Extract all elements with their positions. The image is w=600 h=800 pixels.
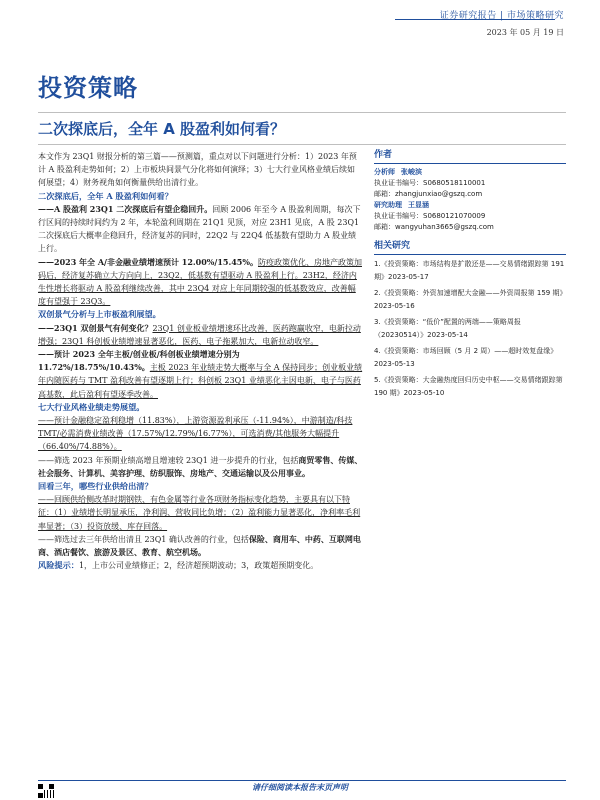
main-content	[38, 150, 363, 573]
author-email[interactable]	[374, 189, 566, 200]
related-item[interactable]: 5.《投资策略：大金融热度回归历史中枢——交易情绪跟踪第 190 期》2023-05-10	[374, 376, 563, 397]
risk-label: 风险提示：	[38, 560, 79, 571]
related-item[interactable]: 2.《投资策略：外资加速增配大金融——外资周报第 159 期》2023-05-16	[374, 289, 563, 310]
email-link[interactable]: zhangjunxiao@gszq.com	[395, 190, 483, 198]
body-text: 23Q1 创业板业绩增速环比改善，医药跑赢收窄，电新拉动增强；23Q1 科创板业绩增速显著恶化，医药、电子拖累加大，电新拉动收窄。	[38, 323, 361, 346]
section-heading-3: 七大行业风格业绩走势展望。	[38, 401, 145, 412]
cert-label: 执业证书编号：	[374, 179, 423, 187]
lead-sentence: ——预计 2023 全年主板/创业板/科创板业绩增速分别为	[38, 349, 240, 360]
body-text: ——筛选 2023 年预期业绩高增且增速较 23Q1 进一步提升的行业，包括	[38, 455, 299, 465]
lead-sentence-figures: 11.72%/18.75%/10.43%。	[38, 362, 150, 373]
author-row	[374, 200, 566, 211]
title-divider	[38, 112, 566, 113]
header-divider	[395, 19, 555, 20]
author-role: 研究助理	[374, 201, 402, 209]
body-text: ——筛选过去三年供给出清且 23Q1 确认改善的行业，包括	[38, 534, 249, 544]
lead-sentence: ——2023 年全 A/非金融业绩增速预计 12.00%/15.45%。	[38, 256, 258, 267]
intro-paragraph: 本文作为 23Q1 财报分析的第三篇——预测篇，重点对以下问题进行分析：1）2023 年预计 A 股盈利走势如何；2）上市板块间景气分化将如何演绎；3）七大行业风格业绩后续如何展望；4）财务视角如何衡量供给出清行业。	[38, 152, 357, 188]
subtitle-divider	[38, 144, 566, 145]
author-name: 张峻滨	[401, 168, 422, 176]
email-label: 邮箱：	[374, 223, 395, 231]
paragraph: ——预计金融稳定盈利稳增（11.83%），上游资源盈利承压（-11.94%），中游制造/科技 TMT/必需消费业绩改善（17.57%/12.79%/16.77%），可选消费/其他服务大幅提升（66.40%/74.88%）。	[38, 416, 353, 452]
related-item[interactable]: 4.《投资策略：市场回顾（5 月 2 周）——超时效复盘缘》2023-05-13	[374, 347, 558, 368]
footer-divider	[38, 780, 566, 781]
paragraph	[38, 322, 363, 348]
highlight-text: 商贸零售、传媒、社会服务、计算机、美容护理、纺织服饰、房地产、交通运输以及公用事业。	[38, 454, 363, 478]
body-text: 防疫政策优化、房地产政策加码后，经济复苏确立大方向向上，23Q2，低基数有望驱动 A 股盈利上行。23H2，经济内生性增长将驱动 A 股盈利继续改善，其中 23Q4 对应上年同期较强的低基数效应，改善幅度有望强于 23Q3。	[38, 257, 362, 307]
email-label: 邮箱：	[374, 190, 395, 198]
section-heading-4: 回看三年，哪些行业供给出清？	[38, 481, 153, 492]
highlight-text: 保险、商用车、中药、互联网电商、酒店餐饮、旅游及景区、教育、航空机场。	[38, 533, 361, 558]
cert-label: 执业证书编号：	[374, 212, 423, 220]
authors-heading: 作者	[374, 150, 566, 164]
author-row	[374, 167, 566, 178]
related-item[interactable]: 1.《投资策略：市场结构是扩散还是——交易情绪跟踪第 191 期》2023-05-17	[374, 260, 565, 281]
author-name: 王显涵	[408, 201, 429, 209]
lead-sentence: ——A 股盈利 23Q1 二次探底后有望企稳回升。	[38, 203, 213, 214]
sidebar	[374, 150, 566, 403]
paragraph: ——回顾供给侧改革时期钢铁、有色金属等行业各项财务指标变化趋势，主要具有以下特征：（1）业绩增长明显承压，净利润、营收同比负增；（2）盈利能力显著恶化，净利率毛利率显著；（3）投资放缓、库存回落。	[38, 495, 361, 531]
lead-sentence: ——23Q1 双创景气有何变化？	[38, 322, 153, 333]
related-heading: 相关研究	[374, 241, 566, 255]
author-role: 分析师	[374, 168, 395, 176]
report-date: 2023 年 05 月 19 日	[486, 28, 564, 37]
email-link[interactable]: wangyuhan3665@gszq.com	[395, 223, 494, 231]
risk-text: 1，上市公司业绩修正；2，经济超预期波动；3，政策超预期变化。	[78, 561, 319, 571]
cert-number: S0680518110001	[423, 179, 486, 187]
report-category: 证券研究报告 | 市场策略研究	[439, 11, 564, 21]
paragraph	[38, 256, 363, 309]
footer-disclaimer: 请仔细阅读本报告末页声明	[252, 782, 348, 792]
author-cert	[374, 211, 566, 222]
page-title: 投资策略	[38, 74, 138, 102]
paragraph	[38, 348, 363, 401]
related-item[interactable]: 3.《投资策略：“低价”配置的两端——策略周报（20230514）》2023-05-14	[374, 318, 521, 339]
cert-number: S0680121070009	[423, 212, 486, 220]
section-heading-2: 双创景气分析与上市板盈利展望。	[38, 309, 161, 320]
body-text: 回顾 2006 年至今 A 股盈利周期，每次下行区间的持续时间约为 2 年，本轮盈利周期在 21Q1 见顶，对应 23H1 见底，A 股 23Q1 二次探底后大概率企稳回升，经济复苏的同时，22Q2 与 22Q4 低基数有望助力 A 股业绩上行。	[38, 204, 361, 254]
section-heading-1: 二次探底后，全年 A 股盈利如何看？	[38, 190, 173, 201]
paragraph	[38, 454, 363, 480]
author-cert	[374, 178, 566, 189]
report-subtitle: 二次探底后，全年 A 股盈利如何看？	[38, 120, 286, 138]
paragraph	[38, 533, 363, 559]
risk-warning	[38, 559, 363, 572]
report-header	[0, 0, 600, 40]
paragraph	[38, 203, 363, 256]
author-email[interactable]	[374, 222, 566, 233]
body-text: 主板 2023 年业绩走势大概率与全 A 保持同步；创业板业绩年内随医药与 TMT 盈利改善有望逐期上行；科创板 23Q1 业绩恶化主因电新、电子与医药高基数，此后盈利有望逐季改善。	[38, 363, 363, 399]
related-list	[374, 258, 566, 400]
